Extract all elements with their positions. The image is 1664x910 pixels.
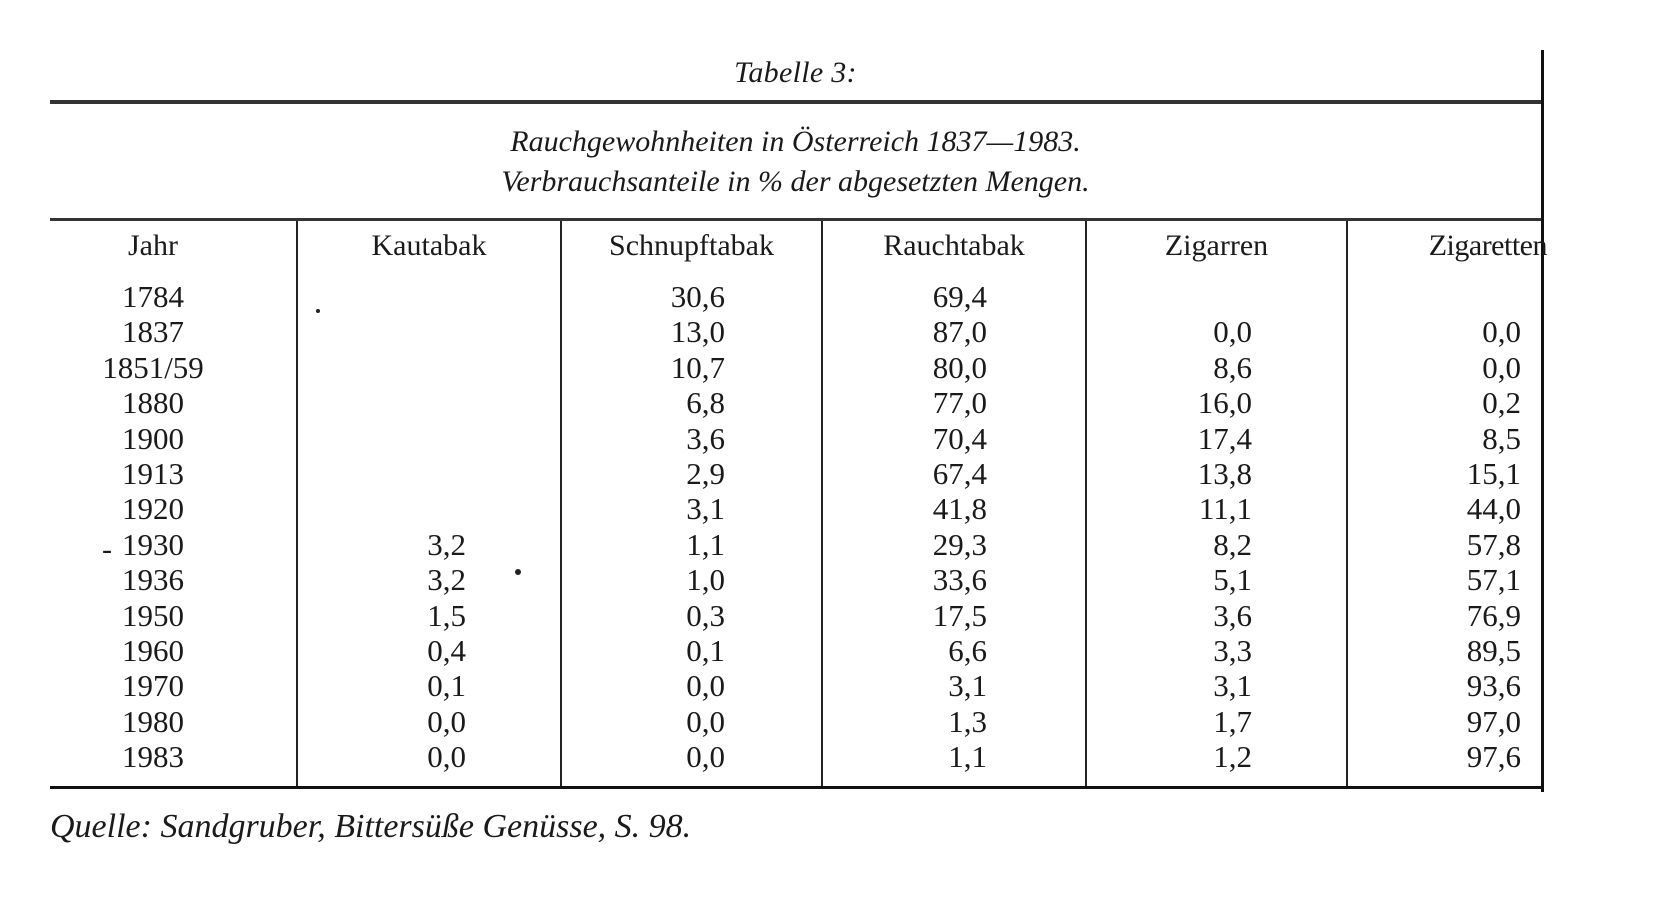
stray-dash: -: [102, 533, 112, 566]
column-schnupftabak: [560, 221, 821, 786]
stray-mark: [515, 569, 521, 575]
data-table: [50, 221, 1547, 786]
value-cell: 15,1: [1466, 455, 1521, 491]
value-cell: 3,1: [948, 668, 987, 704]
value-cell: 0,0: [1482, 349, 1521, 385]
year-cell: 1950: [122, 597, 184, 633]
value-cell: 10,7: [670, 349, 725, 385]
value-cell: [1087, 279, 1346, 314]
value-cell: 29,3: [932, 526, 987, 562]
value-cell: [298, 314, 560, 349]
header-kautabak: Kautabak: [371, 229, 487, 262]
value-cell: 0,0: [686, 668, 725, 704]
bottom-rule: [50, 786, 1541, 789]
value-cell: 3,2: [427, 526, 466, 562]
year-cell: 1970: [122, 668, 184, 704]
value-cell: 0,1: [427, 668, 466, 704]
value-cell: 5,1: [1213, 562, 1252, 598]
year-cell: 1851/59: [102, 349, 204, 385]
value-cell: 33,6: [932, 562, 987, 598]
table-caption: Tabelle 3:: [734, 56, 857, 89]
top-rule: [50, 100, 1541, 104]
header-zigaretten: Zigaretten: [1428, 229, 1547, 262]
value-cell: [298, 421, 560, 456]
value-cell: 30,6: [670, 279, 725, 314]
year-cell: 1837: [122, 314, 184, 350]
table-frame: [50, 50, 1547, 792]
value-cell: [298, 456, 560, 491]
header-schnupftabak: Schnupftabak: [609, 229, 774, 262]
column-zigaretten: [1346, 221, 1547, 786]
value-cell: 41,8: [932, 491, 987, 527]
value-cell: 1,7: [1213, 703, 1252, 739]
value-cell: 8,2: [1213, 526, 1252, 562]
year-cell: 1930: [122, 526, 184, 562]
stray-mark: [316, 309, 320, 313]
value-cell: 3,6: [686, 420, 725, 456]
value-cell: 6,6: [948, 632, 987, 668]
year-cell: 1960: [122, 632, 184, 668]
value-cell: 13,0: [670, 314, 725, 350]
header-jahr: Jahr: [128, 229, 178, 262]
value-cell: 6,8: [686, 385, 725, 421]
value-cell: 77,0: [932, 385, 987, 421]
value-cell: 0,1: [686, 632, 725, 668]
value-cell: 3,2: [427, 562, 466, 598]
value-cell: 0,0: [1213, 314, 1252, 350]
value-cell: 0,0: [1482, 314, 1521, 350]
value-cell: 57,1: [1466, 562, 1521, 598]
value-cell: [298, 491, 560, 526]
value-cell: 80,0: [932, 349, 987, 385]
value-cell: 70,4: [932, 420, 987, 456]
source-citation: Quelle: Sandgruber, Bittersüße Genüsse, S. 98.: [50, 808, 692, 845]
year-cell: 1936: [122, 562, 184, 598]
column-zigarren: [1085, 221, 1346, 786]
value-cell: 97,0: [1466, 703, 1521, 739]
value-cell: 8,5: [1482, 420, 1521, 456]
year-cell: 1784: [122, 279, 184, 314]
value-cell: 0,3: [686, 597, 725, 633]
value-cell: 2,9: [686, 455, 725, 491]
table-title: [50, 122, 1541, 202]
value-cell: 1,2: [1213, 739, 1252, 775]
value-cell: 76,9: [1466, 597, 1521, 633]
value-cell: 0,4: [427, 632, 466, 668]
value-cell: 1,3: [948, 703, 987, 739]
year-cell: 1920: [122, 491, 184, 527]
value-cell: 67,4: [932, 455, 987, 491]
value-cell: 57,8: [1466, 526, 1521, 562]
value-cell: 11,1: [1198, 491, 1252, 527]
value-cell: 0,0: [686, 739, 725, 775]
title-line-1: Rauchgewohnheiten in Österreich 1837—1983.: [510, 125, 1081, 158]
value-cell: [298, 350, 560, 385]
title-line-2: Verbrauchsanteile in % der abgesetzten Mengen.: [501, 165, 1090, 198]
year-cell: 1880: [122, 385, 184, 421]
value-cell: [298, 385, 560, 420]
header-zigarren: Zigarren: [1164, 229, 1269, 262]
year-cell: 1900: [122, 420, 184, 456]
year-cell: 1980: [122, 703, 184, 739]
value-cell: [1348, 279, 1541, 314]
column-jahr: [50, 221, 296, 786]
year-cell: 1913: [122, 455, 184, 491]
value-cell: 1,5: [427, 597, 466, 633]
value-cell: 8,6: [1213, 349, 1252, 385]
value-cell: 1,1: [686, 526, 725, 562]
column-rauchtabak: [821, 221, 1085, 786]
header-rauchtabak: Rauchtabak: [883, 229, 1025, 262]
value-cell: 3,1: [1213, 668, 1252, 704]
value-cell: 44,0: [1466, 491, 1521, 527]
value-cell: 93,6: [1466, 668, 1521, 704]
value-cell: 97,6: [1466, 739, 1521, 775]
value-cell: 17,4: [1197, 420, 1252, 456]
value-cell: [298, 279, 560, 314]
column-kautabak: [296, 221, 560, 786]
value-cell: 3,3: [1213, 632, 1252, 668]
value-cell: 89,5: [1466, 632, 1521, 668]
value-cell: 0,0: [686, 703, 725, 739]
value-cell: 1,1: [948, 739, 987, 775]
value-cell: 13,8: [1197, 455, 1252, 491]
value-cell: 87,0: [932, 314, 987, 350]
value-cell: 1,0: [686, 562, 725, 598]
value-cell: 69,4: [932, 279, 987, 314]
value-cell: 0,0: [427, 703, 466, 739]
value-cell: 0,0: [427, 739, 466, 775]
value-cell: 0,2: [1482, 385, 1521, 421]
value-cell: 17,5: [932, 597, 987, 633]
value-cell: 16,0: [1197, 385, 1252, 421]
value-cell: 3,1: [686, 491, 725, 527]
value-cell: 3,6: [1213, 597, 1252, 633]
year-cell: 1983: [122, 739, 184, 775]
